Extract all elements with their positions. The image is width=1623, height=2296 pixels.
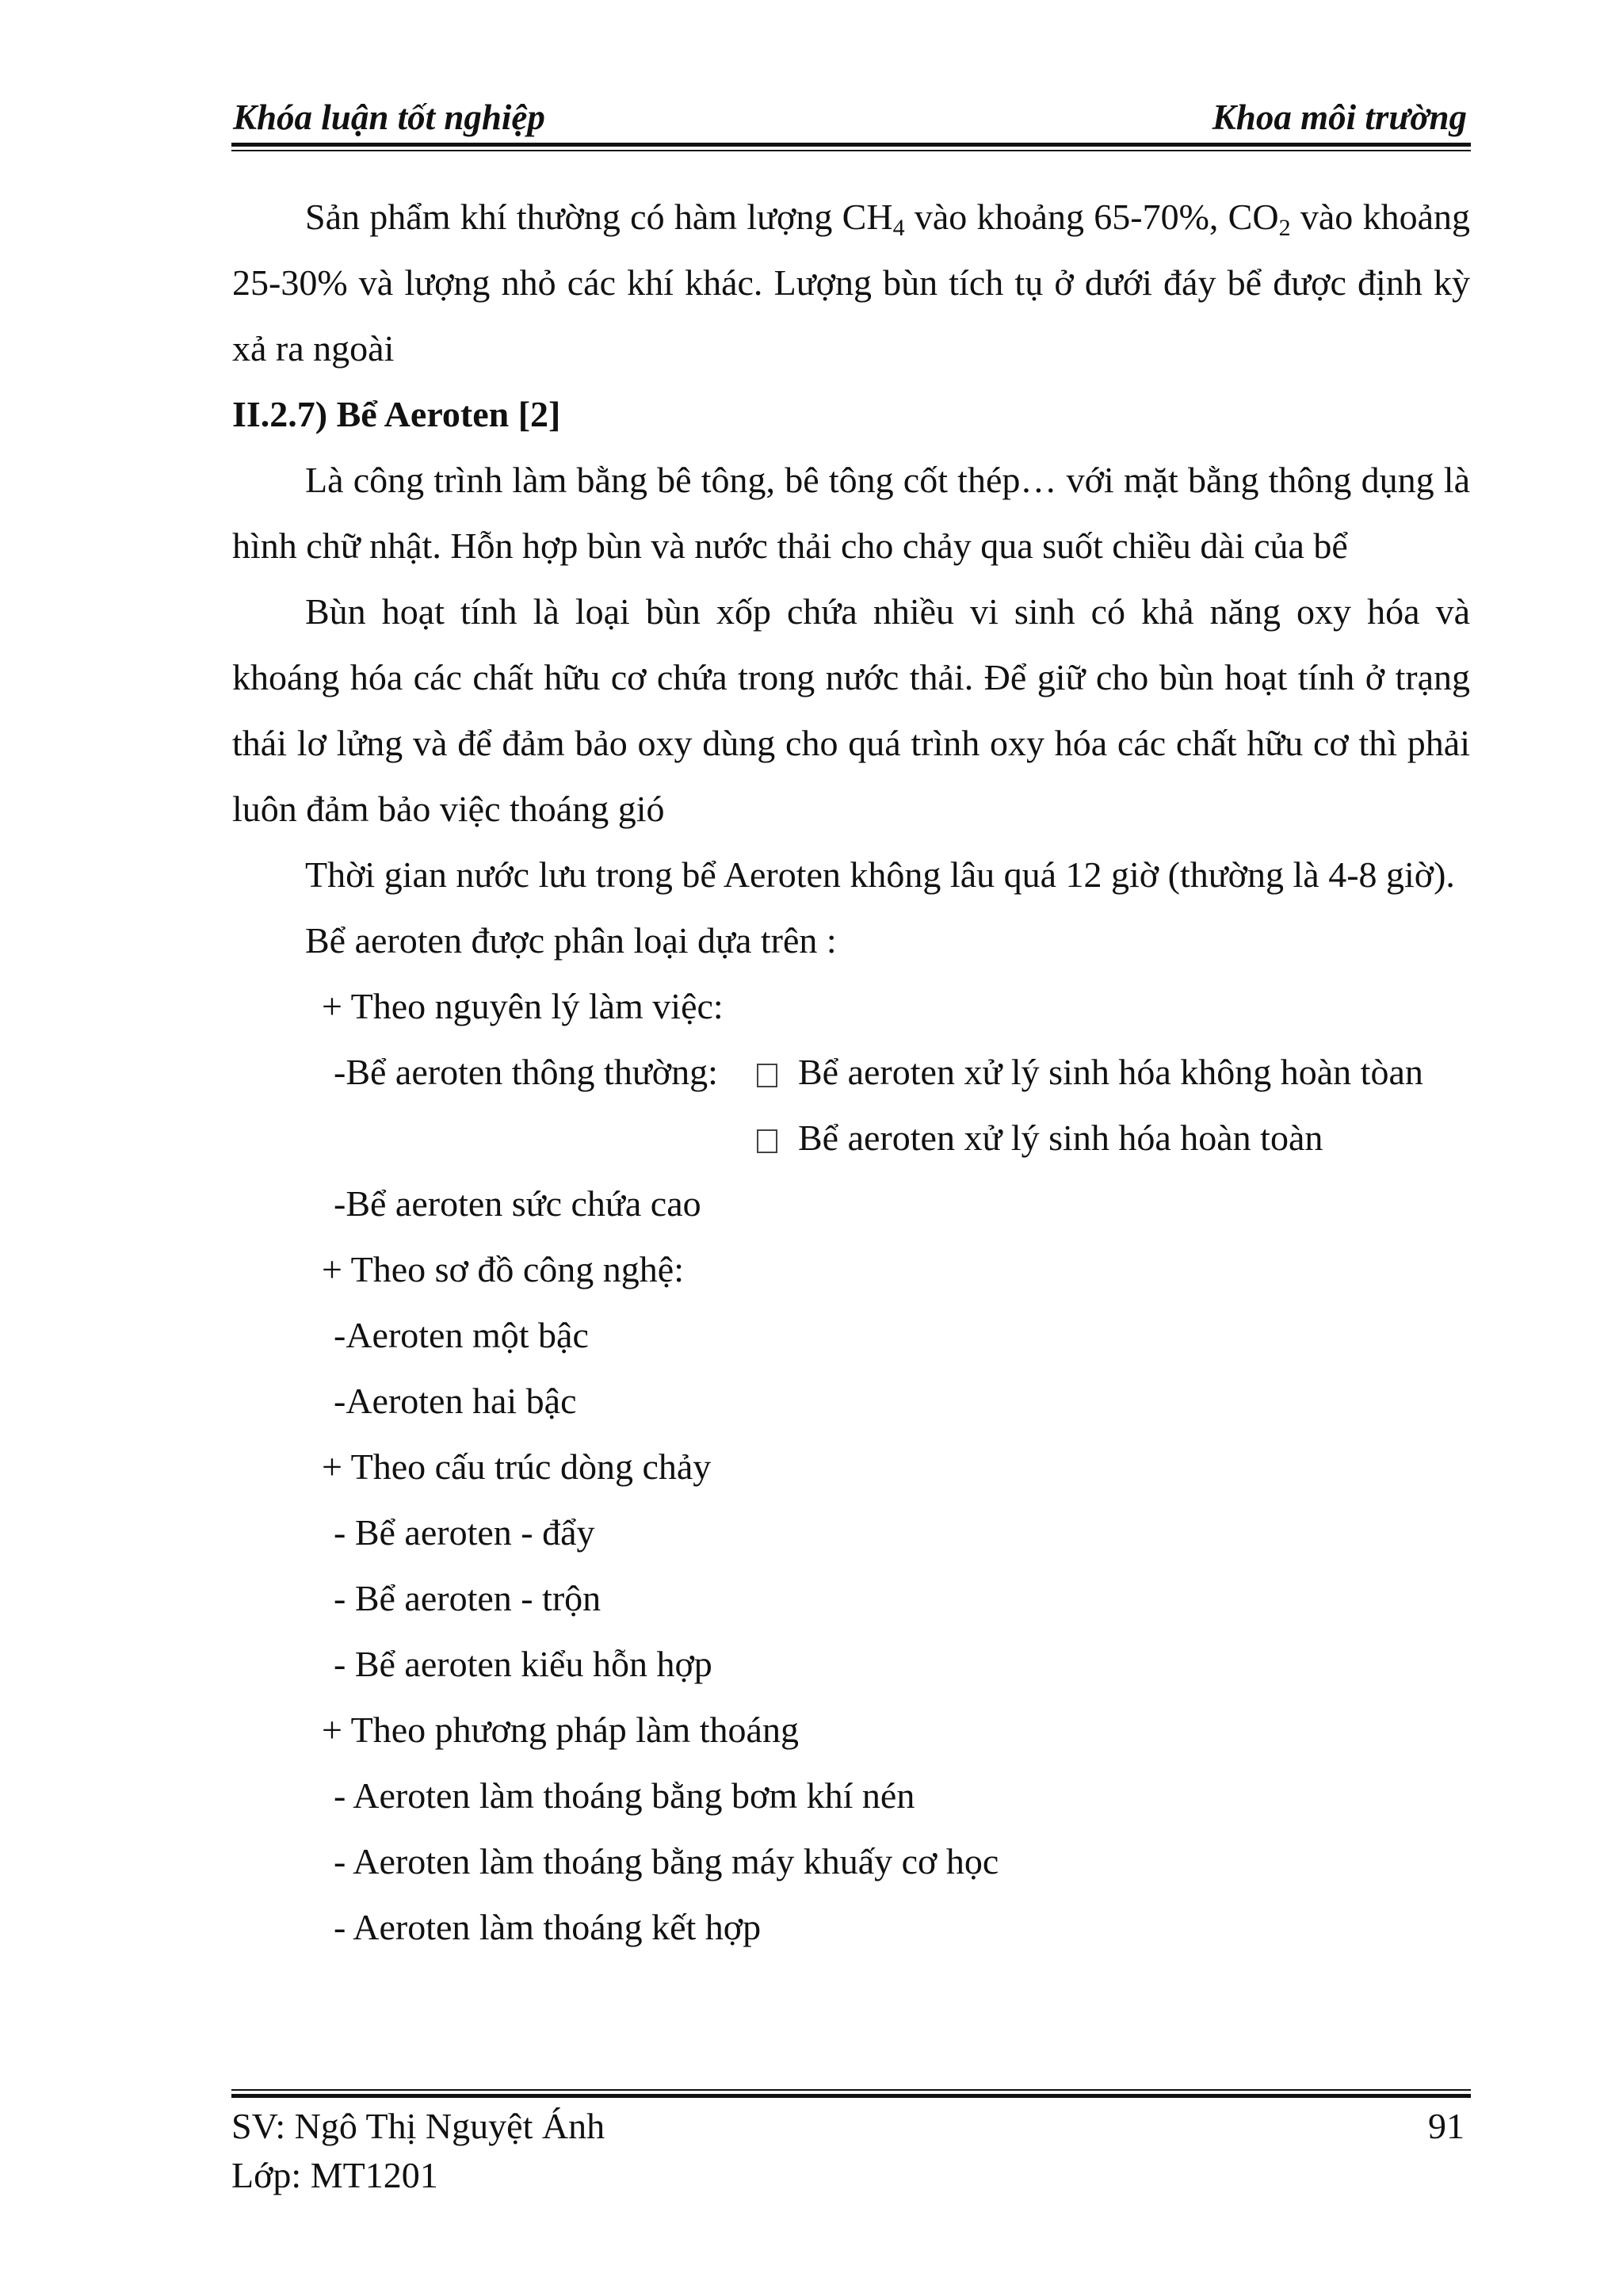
footer-rule-thin (231, 2089, 1471, 2091)
paragraph-structure: Là công trình làm bằng bê tông, bê tông cốt thép… với mặt bằng thông dụng là hình chữ nhật. Hỗn hợp bùn và nước thải cho chảy qua suốt chiều dài của bể (232, 460, 1470, 566)
footer-rule-thick (231, 2094, 1471, 2098)
header-title-right: Khoa môi trường (1212, 97, 1467, 137)
student-name: SV: Ngô Thị Nguyệt Ánh (231, 2106, 605, 2146)
header-rule-thick (231, 143, 1471, 147)
header-title-left: Khóa luận tốt nghiệp (233, 97, 545, 137)
checkbox-icon (757, 1064, 777, 1087)
checkbox-icon (757, 1129, 777, 1153)
list-item-plug-flow: - Bể aeroten - đẩy (334, 1512, 595, 1553)
list-group-aeration: + Theo phương pháp làm thoáng (322, 1710, 799, 1750)
header-rule-thin (231, 150, 1471, 151)
paragraph-activated-sludge: Bùn hoạt tính là loại bùn xốp chứa nhiều vi sinh có khả năng oxy hóa và khoáng hóa các chất hữu cơ chứa trong nước thải. Để giữ cho bùn hoạt tính ở trạng thái lơ lửng và để đảm bảo oxy dùng cho quá trình oxy hóa các chất hữu cơ thì phải luôn đảm bảo việc thoáng gió (232, 591, 1470, 829)
list-item-conventional: -Bể aeroten thông thường: Bể aeroten xử lý sinh hóa không hoàn tòan (232, 1039, 1470, 1105)
list-item-two-stage: -Aeroten hai bậc (334, 1381, 577, 1421)
document-body (232, 184, 1470, 1960)
list-group-principle: + Theo nguyên lý làm việc: (322, 986, 724, 1026)
page-footer (231, 2102, 1471, 2200)
list-item-mechanical: - Aeroten làm thoáng bằng máy khuấy cơ học (334, 1841, 999, 1881)
list-item-compressed-air: - Aeroten làm thoáng bằng bơm khí nén (334, 1775, 915, 1816)
page-header (231, 97, 1471, 144)
list-item-one-stage: -Aeroten một bậc (334, 1315, 589, 1355)
page-number: 91 (1428, 2106, 1465, 2146)
list-option-complete: Bể aeroten xử lý sinh hóa hoàn toàn (757, 1105, 1323, 1171)
paragraph-retention-time: Thời gian nước lưu trong bể Aeroten không lâu quá 12 giờ (thường là 4-8 giờ). (305, 854, 1455, 895)
section-heading: II.2.7) Bể Aeroten [2] (232, 394, 561, 434)
list-group-flow: + Theo cấu trúc dòng chảy (322, 1446, 712, 1487)
list-item-mixed: - Bể aeroten - trộn (334, 1578, 601, 1618)
paragraph-classification-intro: Bể aeroten được phân loại dựa trên : (305, 920, 837, 961)
list-option-incomplete: Bể aeroten xử lý sinh hóa không hoàn tòan (757, 1039, 1423, 1105)
paragraph-gas-product: Sản phẩm khí thường có hàm lượng $CH_4$ vào khoảng 65-70%, $CO_2$ vào khoảng 25-30% và lượng nhỏ các khí khác. Lượng bùn tích tụ ở dưới đáy bể được định kỳ xả ra ngoài (232, 197, 1470, 369)
list-item-combined: - Aeroten làm thoáng kết hợp (334, 1907, 762, 1947)
list-group-scheme: + Theo sơ đồ công nghệ: (322, 1249, 684, 1289)
list-item-hybrid: - Bể aeroten kiểu hỗn hợp (334, 1644, 712, 1684)
class-code: Lớp: MT1201 (231, 2155, 438, 2195)
list-item-conventional-2 (232, 1105, 1470, 1171)
list-item-high-capacity: -Bể aeroten sức chứa cao (334, 1183, 701, 1224)
